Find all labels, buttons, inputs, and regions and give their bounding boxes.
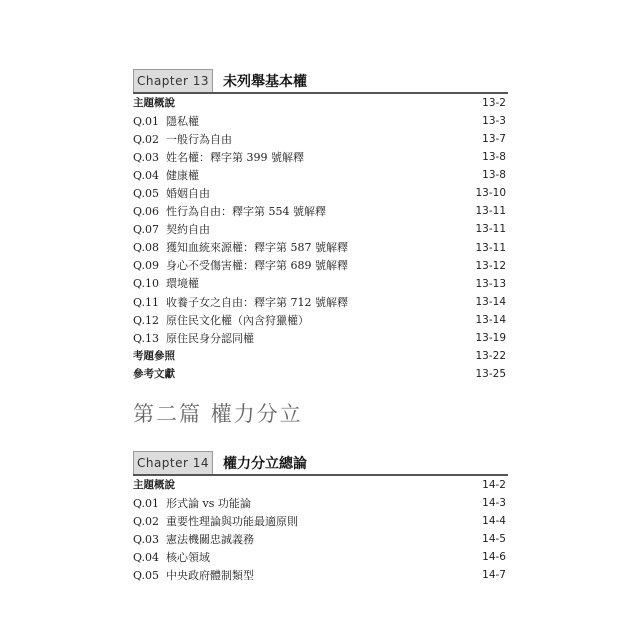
- toc-entry[interactable]: [133, 166, 508, 184]
- question-number: Q.13: [133, 331, 159, 345]
- toc-entry-label: [133, 170, 199, 181]
- toc-entry-label: [133, 333, 254, 344]
- toc-entry-title: 婚姻自由: [166, 187, 210, 201]
- toc-entry-title: 環境權: [166, 277, 199, 291]
- page-number: 14-4: [482, 514, 506, 527]
- question-number: Q.01: [133, 114, 159, 128]
- toc-entry-label: [133, 498, 251, 509]
- question-number: Q.05: [133, 569, 159, 583]
- page-number: 14-7: [482, 569, 506, 582]
- page-number: 13-3: [482, 114, 506, 127]
- page-number: 13-13: [475, 277, 506, 290]
- toc-entry-title: 中央政府體制類型: [166, 569, 254, 583]
- part-heading: 第二篇 權力分立: [133, 402, 303, 426]
- toc-entry[interactable]: [133, 347, 508, 365]
- toc-entry[interactable]: [133, 329, 508, 347]
- toc-entry-title: 主題概說: [133, 478, 175, 491]
- toc-entry[interactable]: [133, 530, 508, 548]
- toc-entry[interactable]: [133, 311, 508, 329]
- chapter-13-header: [133, 69, 307, 92]
- question-number: Q.07: [133, 223, 159, 237]
- question-number: Q.01: [133, 496, 159, 510]
- chapter-13-tab: Chapter 13: [133, 69, 213, 92]
- toc-entry[interactable]: [133, 275, 508, 293]
- question-number: Q.08: [133, 241, 159, 255]
- question-number: Q.10: [133, 277, 159, 291]
- toc-entry-title: 考題參照: [133, 350, 175, 363]
- toc-entry[interactable]: [133, 184, 508, 202]
- chapter-14-title: 權力分立總論: [223, 455, 307, 472]
- question-number: Q.09: [133, 259, 159, 273]
- chapter-13-title: 未列舉基本權: [223, 73, 307, 90]
- toc-entry-label: [133, 206, 326, 217]
- toc-entry-title: 契約自由: [166, 223, 210, 237]
- page-number: 13-22: [475, 350, 506, 363]
- toc-entry-title: 參考文獻: [133, 368, 175, 381]
- toc-entry-title: 姓名權：釋字第 399 號解釋: [166, 150, 304, 164]
- toc-entry-label: [133, 369, 175, 380]
- toc-entry[interactable]: [133, 494, 508, 512]
- chapter-14-tab: Chapter 14: [133, 451, 213, 474]
- page-number: 13-25: [475, 368, 506, 381]
- toc-entry[interactable]: [133, 566, 508, 584]
- chapter-14-header: [133, 451, 307, 474]
- page-number: 14-2: [482, 478, 506, 491]
- question-number: Q.04: [133, 550, 159, 564]
- toc-entry-title: 核心領域: [166, 550, 210, 564]
- toc-entry-label: [133, 534, 254, 545]
- toc-entry[interactable]: [133, 94, 508, 112]
- question-number: Q.06: [133, 205, 159, 219]
- page-number: 13-11: [475, 241, 506, 254]
- toc-entry[interactable]: [133, 239, 508, 257]
- toc-entry-title: 形式論 vs 功能論: [166, 496, 251, 510]
- toc-entry-title: 原住民文化權（內含狩獵權）: [166, 313, 309, 327]
- toc-entry[interactable]: [133, 203, 508, 221]
- toc-entry-title: 重要性理論與功能最適原則: [166, 514, 298, 528]
- page-number: 13-10: [475, 187, 506, 200]
- page-number: 13-2: [482, 96, 506, 109]
- question-number: Q.11: [133, 295, 159, 309]
- toc-entry-title: 身心不受傷害權：釋字第 689 號解釋: [166, 259, 348, 273]
- page-number: 13-11: [475, 223, 506, 236]
- toc-entry-label: [133, 260, 348, 271]
- toc-entry[interactable]: [133, 512, 508, 530]
- chapter-13-toc: [133, 94, 508, 384]
- question-number: Q.02: [133, 514, 159, 528]
- page-number: 13-14: [475, 313, 506, 326]
- toc-entry[interactable]: [133, 365, 508, 383]
- question-number: Q.12: [133, 313, 159, 327]
- page-number: 13-19: [475, 332, 506, 345]
- question-number: Q.05: [133, 187, 159, 201]
- page-number: 13-7: [482, 132, 506, 145]
- toc-entry[interactable]: [133, 112, 508, 130]
- toc-entry-label: [133, 116, 199, 127]
- toc-entry-title: 主題概說: [133, 96, 175, 109]
- toc-entry-label: [133, 188, 210, 199]
- toc-entry[interactable]: [133, 476, 508, 494]
- toc-entry-title: 隱私權: [166, 114, 199, 128]
- question-number: Q.04: [133, 168, 159, 182]
- toc-entry[interactable]: [133, 257, 508, 275]
- toc-entry-label: [133, 152, 304, 163]
- toc-entry-label: [133, 351, 175, 362]
- toc-entry-label: [133, 570, 254, 581]
- page-number: 14-6: [482, 551, 506, 564]
- toc-entry-title: 性行為自由：釋字第 554 號解釋: [166, 205, 326, 219]
- page-number: 13-8: [482, 151, 506, 164]
- toc-entry[interactable]: [133, 221, 508, 239]
- page-number: 13-11: [475, 205, 506, 218]
- toc-entry[interactable]: [133, 548, 508, 566]
- page-number: 13-12: [475, 259, 506, 272]
- toc-entry-label: [133, 134, 232, 145]
- toc-entry-label: [133, 242, 348, 253]
- page-number: 13-8: [482, 169, 506, 182]
- toc-entry-title: 原住民身分認同權: [166, 331, 254, 345]
- toc-entry-label: [133, 224, 210, 235]
- question-number: Q.02: [133, 132, 159, 146]
- toc-entry-label: [133, 278, 199, 289]
- page-number: 14-3: [482, 496, 506, 509]
- toc-entry-label: [133, 297, 348, 308]
- chapter-14-toc: [133, 476, 508, 585]
- toc-entry-label: [133, 98, 175, 109]
- toc-entry-title: 收養子女之自由：釋字第 712 號解釋: [166, 295, 348, 309]
- toc-entry-title: 一般行為自由: [166, 132, 232, 146]
- toc-entry-label: [133, 552, 210, 563]
- toc-entry[interactable]: [133, 148, 508, 166]
- page-number: 13-14: [475, 295, 506, 308]
- page-number: 14-5: [482, 533, 506, 546]
- toc-entry[interactable]: [133, 293, 508, 311]
- toc-entry-title: 獲知血統來源權：釋字第 587 號解釋: [166, 241, 348, 255]
- toc-entry-label: [133, 480, 175, 491]
- toc-entry[interactable]: [133, 130, 508, 148]
- question-number: Q.03: [133, 150, 159, 164]
- toc-entry-title: 健康權: [166, 168, 199, 182]
- toc-entry-label: [133, 315, 309, 326]
- question-number: Q.03: [133, 532, 159, 546]
- toc-entry-title: 憲法機關忠誠義務: [166, 532, 254, 546]
- toc-entry-label: [133, 516, 298, 527]
